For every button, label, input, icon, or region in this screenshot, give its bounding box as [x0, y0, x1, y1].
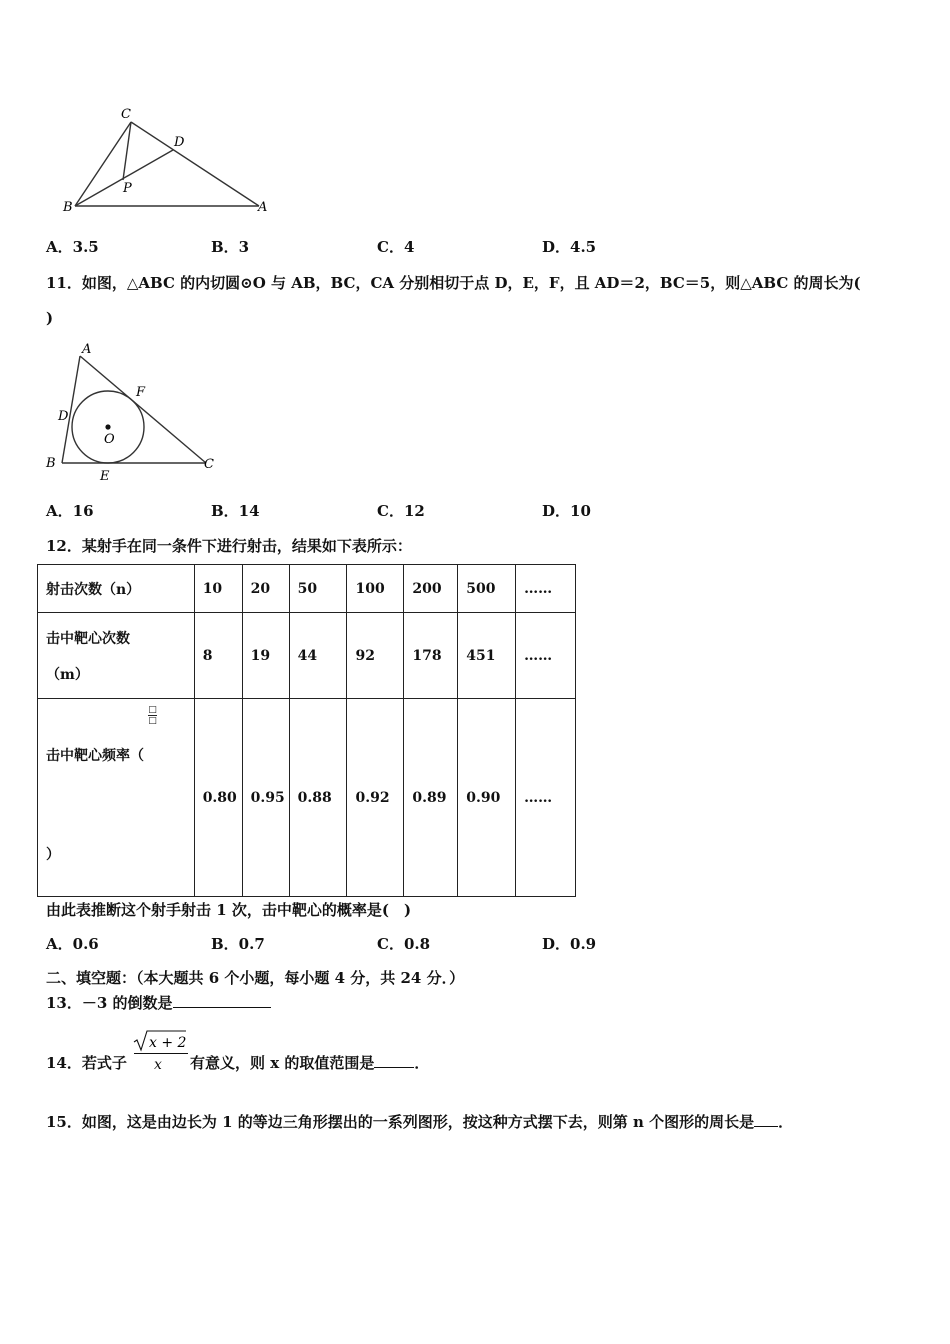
table-cell: 0.88	[289, 699, 347, 897]
q10-option-b[interactable]: B．3	[211, 238, 250, 256]
q11-option-a[interactable]: A．16	[46, 502, 94, 520]
q12-option-b[interactable]: B．0.7	[211, 935, 265, 953]
q15-text: 15．如图，这是由边长为 1 的等边三角形摆出的一系列图形，按这种方式摆下去，则第 n 个图形的周长是	[46, 1113, 755, 1131]
table-cell: 200	[404, 565, 458, 613]
table-cell: 100	[347, 565, 404, 613]
q11-question-text-cont: )	[46, 309, 54, 327]
q14-suffix-text: 有意义，则 x 的取值范围是	[190, 1054, 375, 1072]
table-cell: 178	[404, 613, 458, 699]
table-row	[38, 613, 576, 699]
q14-answer-blank[interactable]	[374, 1053, 414, 1068]
label-a: A	[82, 342, 92, 357]
label-d: D	[58, 409, 69, 424]
q11-question-text: 11．如图，△ABC 的内切圆⊙O 与 AB，BC，CA 分别相切于点 D，E，F，且 AD＝2，BC＝5，则△ABC 的周长为(	[46, 274, 861, 292]
table-cell: 0.95	[242, 699, 289, 897]
q12-option-c[interactable]: C．0.8	[377, 935, 431, 953]
q13-answer-blank[interactable]	[173, 993, 271, 1008]
table-cell: 20	[242, 565, 289, 613]
frequency-label: 击中靶心频率（	[46, 748, 144, 764]
fraction-m-over-n	[148, 705, 157, 726]
table-cell: ……	[516, 565, 576, 613]
table-cell: 0.80	[194, 699, 242, 897]
q11-option-d[interactable]: D．10	[542, 502, 591, 520]
label-c: C	[121, 107, 131, 122]
q11-incircle-figure	[40, 338, 230, 488]
label-b: B	[63, 200, 73, 215]
table-cell: 500	[458, 565, 516, 613]
label-p: P	[123, 181, 132, 196]
table-cell: 451	[458, 613, 516, 699]
table-cell: 0.89	[404, 699, 458, 897]
fraction-numerator: □	[148, 705, 157, 715]
row-header-hits	[38, 613, 195, 699]
table-cell: 0.92	[347, 699, 404, 897]
table-cell: 0.90	[458, 699, 516, 897]
q15-end: ．	[778, 1113, 794, 1131]
row-header-hits-line2: （m）	[46, 666, 89, 683]
q14-numerator: x + 2	[149, 1035, 187, 1051]
label-a: A	[258, 200, 268, 215]
row-header-shots: 射击次数（n）	[38, 565, 195, 613]
q12-option-d[interactable]: D．0.9	[542, 935, 597, 953]
q15-answer-blank[interactable]	[754, 1112, 778, 1127]
segment-cp	[123, 122, 131, 180]
label-d: D	[174, 135, 185, 150]
q14-end: ．	[414, 1054, 430, 1072]
q13-text: 13．－3 的倒数是	[46, 994, 173, 1012]
fraction-denominator: □	[148, 716, 157, 726]
q14-fraction-expression	[132, 1028, 188, 1078]
q11-option-c[interactable]: C．12	[377, 502, 425, 520]
shooting-results-table	[37, 564, 576, 897]
q13-question	[46, 992, 271, 1013]
q15-question	[46, 1111, 793, 1132]
sqrt-symbol	[132, 1028, 188, 1056]
label-e: E	[100, 469, 110, 484]
table-row	[38, 565, 576, 613]
section-fill-in-title: 二、填空题：（本大题共 6 个小题，每小题 4 分，共 24 分．）	[46, 969, 465, 987]
row-header-hits-line1: 击中靶心次数	[46, 630, 130, 647]
table-cell: 92	[347, 613, 404, 699]
fraction-line	[134, 1053, 188, 1054]
q14-denominator: x	[154, 1057, 162, 1073]
q10-option-d[interactable]: D．4.5	[542, 238, 597, 256]
q14-prefix: 14．若式子	[46, 1054, 127, 1072]
row-header-frequency-line2: ）	[46, 847, 60, 863]
table-cell: ……	[516, 699, 576, 897]
q14-suffix	[190, 1052, 429, 1073]
segment-ca	[131, 122, 259, 206]
row-header-frequency	[38, 699, 195, 897]
label-c: C	[204, 457, 214, 472]
segment-ac	[80, 356, 206, 463]
q12-option-a[interactable]: A．0.6	[46, 935, 99, 953]
q10-option-c[interactable]: C．4	[377, 238, 415, 256]
label-f: F	[136, 385, 146, 400]
q10-triangle-figure	[55, 100, 275, 220]
q11-option-b[interactable]: B．14	[211, 502, 260, 520]
q12-question-text: 12．某射手在同一条件下进行射击，结果如下表所示：	[46, 537, 412, 555]
table-cell: 50	[289, 565, 347, 613]
q12-conclusion-text: 由此表推断这个射手射击 1 次，击中靶心的概率是( )	[46, 901, 412, 919]
table-cell: 8	[194, 613, 242, 699]
center-point-o	[105, 424, 110, 429]
segment-bd	[75, 150, 173, 206]
table-cell: 10	[194, 565, 242, 613]
table-cell: 44	[289, 613, 347, 699]
q10-option-a[interactable]: A．3.5	[46, 238, 99, 256]
table-cell: ……	[516, 613, 576, 699]
table-cell: 19	[242, 613, 289, 699]
label-o: O	[104, 432, 115, 447]
table-row	[38, 699, 576, 897]
label-b: B	[46, 456, 56, 471]
row-header-frequency-line1	[46, 705, 194, 766]
